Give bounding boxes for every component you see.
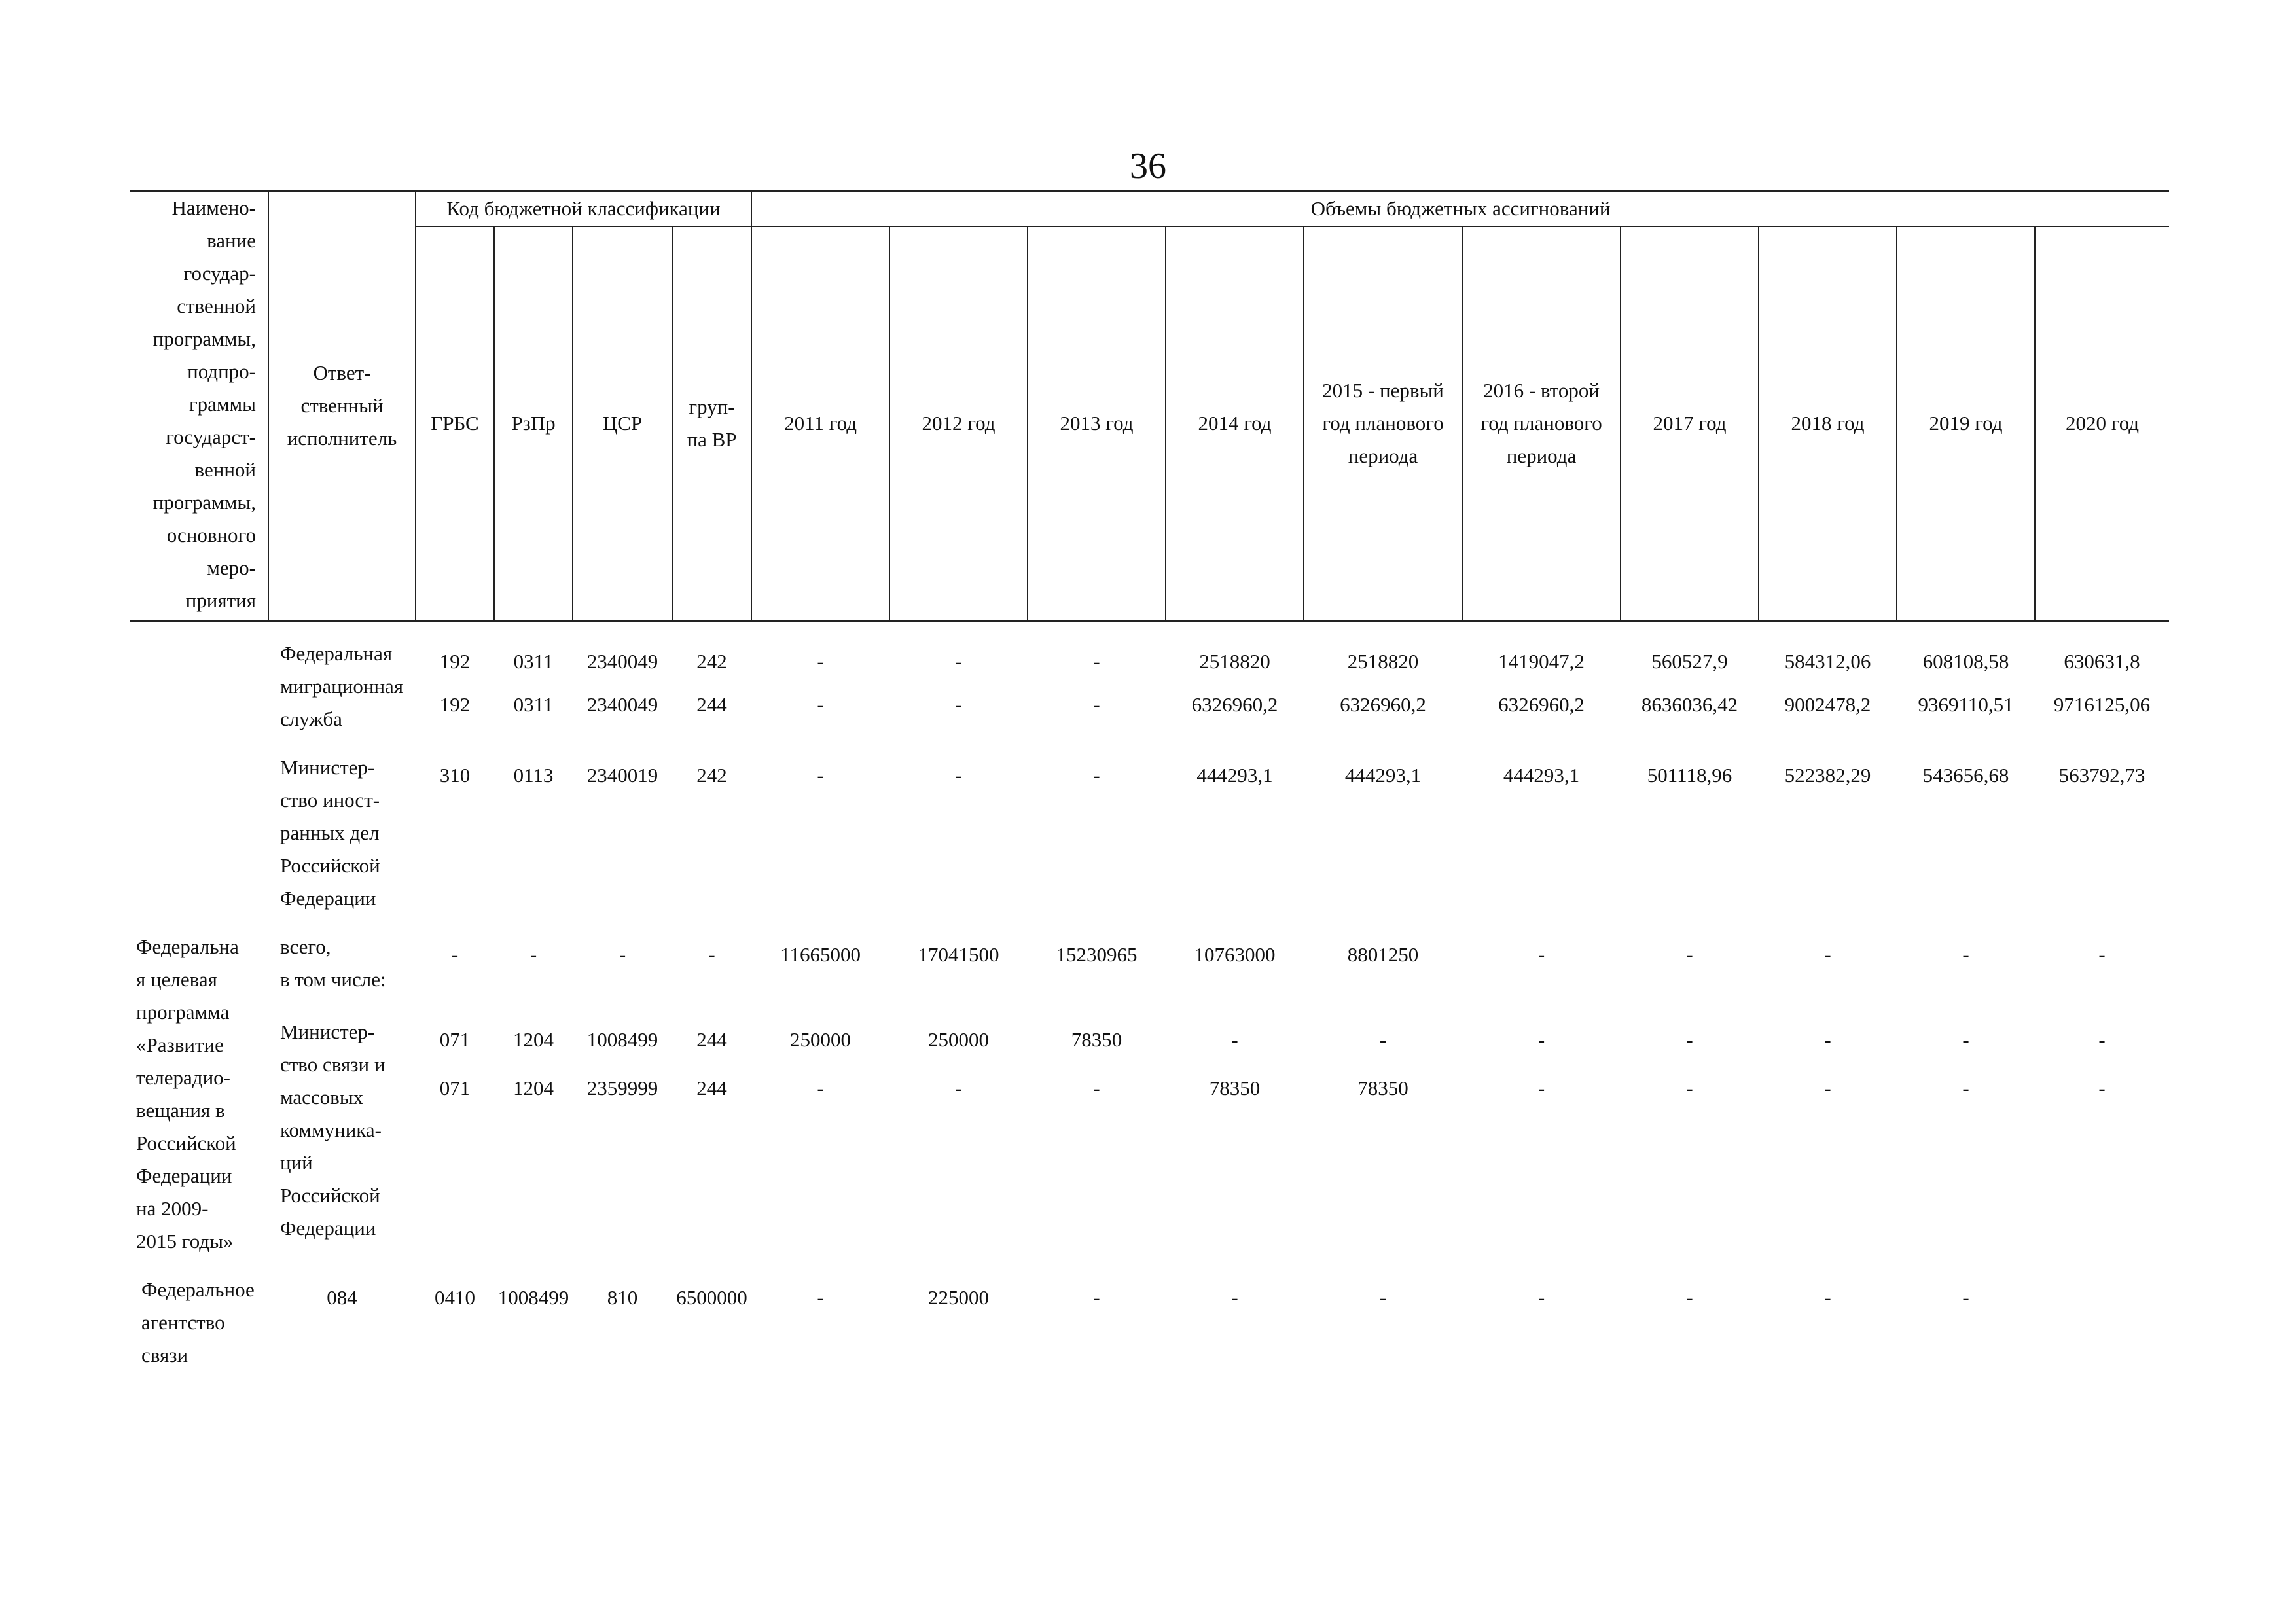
amount-value: 9716125,06 xyxy=(2053,693,2151,716)
amount-value: 6326960,2 xyxy=(1498,693,1585,716)
program-name-cell: Федеральна я целевая программа «Развитие телерадио- вещания в Российской Федерации на 2009- 2015 годы» xyxy=(136,935,239,1253)
code-csr-value: 1008499 xyxy=(497,1286,569,1309)
table-row xyxy=(130,931,2169,1000)
code-rzpr-value: 1204 xyxy=(513,1027,554,1051)
table-row xyxy=(130,751,2169,915)
code-vr-value: 242 xyxy=(696,764,727,787)
amount-value: 444293,1 xyxy=(1344,764,1422,787)
amount-cell xyxy=(1897,751,2035,915)
code-grbs-cell xyxy=(416,1016,494,1258)
header-year-2011: 2011 год xyxy=(751,226,889,621)
amount-value: - xyxy=(955,693,962,716)
amount-value: - xyxy=(955,650,962,673)
header-year-2017: 2017 год xyxy=(1621,226,1759,621)
amount-cell xyxy=(751,751,889,915)
header-rzpr: РзПр xyxy=(494,226,573,621)
amount-value: 250000 xyxy=(928,1027,990,1051)
code-grbs-value: 071 xyxy=(439,1076,471,1099)
amount-cell xyxy=(1166,1274,1304,1372)
code-vr-value: 244 xyxy=(696,1027,727,1051)
code-vr-cell xyxy=(672,1016,751,1258)
amount-value: - xyxy=(1537,943,1545,966)
code-grbs-value: 192 xyxy=(439,693,471,716)
amount-cell xyxy=(1621,637,1759,736)
header-budget-volumes: Объемы бюджетных ассигнований xyxy=(751,191,2169,227)
header-year-2016: 2016 - второй год планового периода xyxy=(1462,226,1621,621)
header-executor: Ответ- ственный исполнитель xyxy=(268,191,416,621)
amount-cell xyxy=(751,931,889,1000)
amount-value: 250000 xyxy=(790,1027,852,1051)
amount-cell xyxy=(1462,1016,1621,1258)
amount-value: 2518820 xyxy=(1347,650,1419,673)
amount-value: 6326960,2 xyxy=(1340,693,1426,716)
amount-value: 560527,9 xyxy=(1651,650,1728,673)
amount-value: - xyxy=(1824,1027,1831,1051)
amount-cell xyxy=(1621,1016,1759,1258)
amount-value: - xyxy=(1962,1027,1969,1051)
code-rzpr-cell xyxy=(416,1274,494,1372)
code-vr-cell xyxy=(672,931,751,1000)
code-rzpr-value: 0410 xyxy=(435,1286,475,1309)
amount-value: - xyxy=(1379,1027,1387,1051)
amount-cell xyxy=(1166,637,1304,736)
code-vr-value: - xyxy=(708,943,715,966)
code-rzpr-value: 1204 xyxy=(513,1076,554,1099)
amount-value: - xyxy=(817,650,824,673)
amount-value: - xyxy=(1231,1286,1238,1309)
amount-value: - xyxy=(1824,943,1831,966)
amount-value: - xyxy=(1686,1076,1693,1099)
code-rzpr-cell xyxy=(494,1016,573,1258)
amount-cell xyxy=(1304,637,1462,736)
amount-value: - xyxy=(1093,693,1100,716)
amount-cell xyxy=(1166,751,1304,915)
amount-value: 78350 xyxy=(1357,1076,1408,1099)
executor-cell: всего, в том числе: xyxy=(280,935,386,991)
amount-cell xyxy=(2035,1016,2169,1258)
code-csr-value: 2340049 xyxy=(586,650,658,673)
amount-value: - xyxy=(1093,1076,1100,1099)
amount-cell xyxy=(751,637,889,736)
executor-cell: Федеральное агентство связи xyxy=(141,1278,255,1366)
amount-value: - xyxy=(1686,1027,1693,1051)
header-year-2020: 2020 год xyxy=(2035,226,2169,621)
amount-cell xyxy=(1621,1274,1759,1372)
amount-value: - xyxy=(2098,1027,2106,1051)
code-grbs-value: 310 xyxy=(439,764,471,787)
amount-value: 1419047,2 xyxy=(1498,650,1585,673)
amount-cell xyxy=(1028,931,1166,1000)
header-year-2019: 2019 год xyxy=(1897,226,2035,621)
amount-value: 584312,06 xyxy=(1784,650,1871,673)
amount-value: 6326960,2 xyxy=(1191,693,1278,716)
code-csr-cell xyxy=(573,931,672,1000)
header-csr: ЦСР xyxy=(573,226,672,621)
code-rzpr-value: 0311 xyxy=(513,693,554,716)
header-year-2013: 2013 год xyxy=(1028,226,1166,621)
amount-value: 2518820 xyxy=(1199,650,1270,673)
amount-value: 444293,1 xyxy=(1503,764,1580,787)
code-vr-value: 810 xyxy=(607,1286,638,1309)
executor-cell: Министер- ство иност- ранных дел Российской Федерации xyxy=(280,756,380,910)
amount-cell xyxy=(1759,1016,1897,1258)
amount-cell xyxy=(2035,931,2169,1000)
amount-cell xyxy=(1621,751,1759,915)
amount-cell xyxy=(1304,931,1462,1000)
amount-value: 9369110,51 xyxy=(1918,693,2014,716)
amount-cell xyxy=(1759,637,1897,736)
amount-value: 78350 xyxy=(1209,1076,1261,1099)
executor-cell: Федеральная миграционная служба xyxy=(280,642,404,730)
amount-cell xyxy=(751,1016,889,1258)
amount-value: - xyxy=(817,1286,824,1309)
code-grbs-value: - xyxy=(451,943,459,966)
amount-cell xyxy=(1759,1274,1897,1372)
header-year-2018: 2018 год xyxy=(1759,226,1897,621)
amount-value: 501118,96 xyxy=(1647,764,1732,787)
amount-cell xyxy=(1028,1016,1166,1258)
table-row xyxy=(130,637,2169,736)
amount-value: - xyxy=(955,764,962,787)
code-csr-value: 2340019 xyxy=(586,764,658,787)
amount-value: - xyxy=(1686,1286,1693,1309)
table-row xyxy=(130,1274,2169,1372)
amount-value: - xyxy=(1379,1286,1387,1309)
code-rzpr-cell xyxy=(494,637,573,736)
code-csr-cell xyxy=(573,1016,672,1258)
amount-cell xyxy=(1897,1016,2035,1258)
amount-cell xyxy=(1304,751,1462,915)
amount-cell xyxy=(1897,637,2035,736)
code-vr-value: 244 xyxy=(696,693,727,716)
code-grbs-cell xyxy=(416,637,494,736)
amount-cell xyxy=(672,1274,751,1372)
program-name-cell xyxy=(130,637,268,736)
amount-cell xyxy=(1621,931,1759,1000)
amount-value: 15230965 xyxy=(1056,943,1138,966)
amount-cell xyxy=(1028,1274,1166,1372)
amount-value: 6500000 xyxy=(676,1286,747,1309)
code-grbs-value: 192 xyxy=(439,650,471,673)
amount-value: 17041500 xyxy=(918,943,999,966)
amount-cell xyxy=(1759,751,1897,915)
header-budget-classification: Код бюджетной классификации xyxy=(416,191,751,227)
amount-cell xyxy=(889,751,1028,915)
program-name-cell xyxy=(130,751,268,915)
code-rzpr-cell xyxy=(494,931,573,1000)
header-name: Наимено- вание государ- ственной программы, подпро- граммы государст- венной программы, основного меро- приятия xyxy=(130,191,268,621)
amount-cell xyxy=(1462,1274,1621,1372)
amount-value: - xyxy=(1537,1027,1545,1051)
amount-value: 10763000 xyxy=(1194,943,1276,966)
amount-cell xyxy=(1304,1016,1462,1258)
code-grbs-value: 084 xyxy=(327,1286,357,1309)
code-csr-value: - xyxy=(619,943,626,966)
code-rzpr-cell xyxy=(494,751,573,915)
code-vr-value: 242 xyxy=(696,650,727,673)
amount-cell xyxy=(1166,1016,1304,1258)
amount-value: 563792,73 xyxy=(2058,764,2145,787)
amount-cell xyxy=(1028,751,1166,915)
amount-cell xyxy=(1759,931,1897,1000)
amount-value: - xyxy=(1231,1027,1238,1051)
amount-value: - xyxy=(1962,943,1969,966)
amount-value: - xyxy=(2098,1076,2106,1099)
code-rzpr-value: 0311 xyxy=(513,650,554,673)
amount-cell xyxy=(2035,751,2169,915)
amount-value: - xyxy=(1824,1076,1831,1099)
amount-cell xyxy=(1897,931,2035,1000)
amount-cell xyxy=(889,637,1028,736)
header-grbs: ГРБС xyxy=(416,226,494,621)
budget-table xyxy=(130,190,2169,1387)
header-year-2015: 2015 - первый год планового периода xyxy=(1304,226,1462,621)
amount-cell xyxy=(1462,931,1621,1000)
amount-cell xyxy=(1897,1274,2035,1372)
amount-cell xyxy=(751,1274,889,1372)
code-rzpr-value: - xyxy=(529,943,537,966)
code-vr-value: 244 xyxy=(696,1076,727,1099)
executor-cell: Министер- ство связи и массовых коммуника- ций Российской Федерации xyxy=(280,1020,386,1240)
amount-value: 8801250 xyxy=(1347,943,1419,966)
amount-value: - xyxy=(817,693,824,716)
code-csr-cell xyxy=(494,1274,573,1372)
amount-cell xyxy=(889,1274,1028,1372)
code-grbs-cell xyxy=(268,1274,416,1372)
amount-cell xyxy=(1304,1274,1462,1372)
header-vr: груп- па ВР xyxy=(672,226,751,621)
amount-cell xyxy=(1462,751,1621,915)
amount-value: - xyxy=(817,1076,824,1099)
amount-value: - xyxy=(1824,1286,1831,1309)
code-vr-cell xyxy=(672,751,751,915)
code-csr-value: 2359999 xyxy=(586,1076,658,1099)
amount-value: - xyxy=(955,1076,962,1099)
header-year-2014: 2014 год xyxy=(1166,226,1304,621)
amount-value: - xyxy=(1686,943,1693,966)
code-vr-cell xyxy=(672,637,751,736)
amount-value: - xyxy=(1537,1286,1545,1309)
amount-cell xyxy=(889,931,1028,1000)
code-csr-cell xyxy=(573,751,672,915)
code-csr-value: 1008499 xyxy=(586,1027,658,1051)
amount-value: - xyxy=(1962,1286,1969,1309)
amount-value: 8636036,42 xyxy=(1641,693,1738,716)
amount-value: 444293,1 xyxy=(1196,764,1273,787)
amount-value: - xyxy=(2098,943,2106,966)
amount-value: - xyxy=(1962,1076,1969,1099)
amount-cell xyxy=(889,1016,1028,1258)
amount-value: 522382,29 xyxy=(1784,764,1871,787)
amount-value: - xyxy=(1093,650,1100,673)
code-grbs-cell xyxy=(416,931,494,1000)
code-vr-cell xyxy=(573,1274,672,1372)
page-number: 36 xyxy=(1130,146,1166,187)
header-year-2012: 2012 год xyxy=(889,226,1028,621)
amount-value: - xyxy=(817,764,824,787)
code-grbs-value: 071 xyxy=(439,1027,471,1051)
amount-value: 630631,8 xyxy=(2064,650,2140,673)
amount-value: 225000 xyxy=(928,1286,990,1309)
code-csr-cell xyxy=(573,637,672,736)
amount-cell xyxy=(1166,931,1304,1000)
amount-value: 543656,68 xyxy=(1922,764,2009,787)
amount-value: 608108,58 xyxy=(1922,650,2009,673)
code-csr-value: 2340049 xyxy=(586,693,658,716)
amount-cell xyxy=(2035,637,2169,736)
amount-cell xyxy=(1462,637,1621,736)
amount-cell xyxy=(1028,637,1166,736)
code-grbs-cell xyxy=(416,751,494,915)
amount-value: 11665000 xyxy=(780,943,861,966)
amount-value: 78350 xyxy=(1071,1027,1122,1051)
code-rzpr-value: 0113 xyxy=(513,764,554,787)
amount-value: - xyxy=(1093,764,1100,787)
amount-value: - xyxy=(1093,1286,1100,1309)
amount-value: 9002478,2 xyxy=(1784,693,1871,716)
table-row xyxy=(130,1016,2169,1258)
amount-value: - xyxy=(1537,1076,1545,1099)
